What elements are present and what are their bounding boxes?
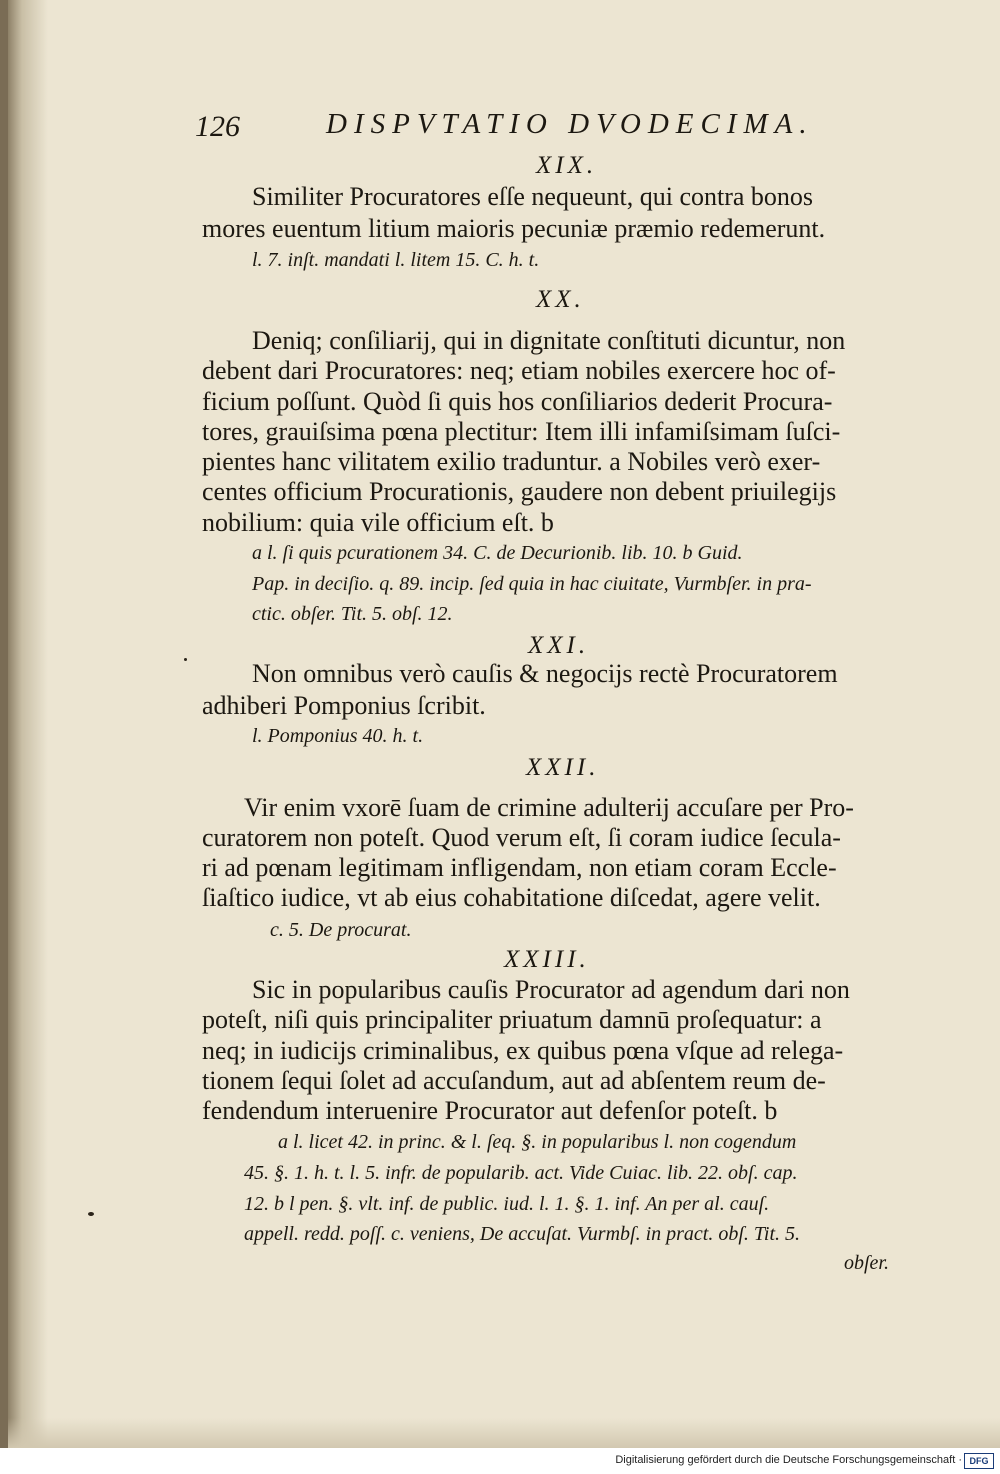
- citation-line: a l. ſi quis pcurationem 34. C. de Decurionib. lib. 10. b Guid.: [252, 542, 743, 564]
- page-bottom-shadow: [8, 1418, 1000, 1448]
- text-line: ſiaſtico iudice, vt ab eius cohabitatione diſcedat, agere velit.: [202, 883, 821, 912]
- running-head: DISPVTATIO DVODECIMA.: [326, 108, 814, 140]
- citation-line: 12. b l pen. §. vlt. inf. de public. iud. l. 1. §. 1. inf. An per al. cauſ.: [244, 1193, 770, 1215]
- citation-line: ctic. obſer. Tit. 5. obſ. 12.: [252, 603, 453, 625]
- text-line: tores, grauiſsima pœna plectitur: Item illi infamiſsimam ſuſci-: [202, 417, 841, 446]
- text-line: Vir enim vxorē ſuam de crimine adulterij accuſare per Pro-: [244, 793, 854, 822]
- citation-line: obſer.: [844, 1252, 889, 1274]
- footer-credit: Digitalisierung gefördert durch die Deutsche Forschungsgemeinschaft ·: [615, 1454, 962, 1466]
- text-line: ri ad pœnam legitimam infligendam, non etiam coram Eccle-: [202, 853, 837, 882]
- text-line: centes officium Procurationis, gaudere non debent priuilegijs: [202, 477, 837, 506]
- text-line: ficium poſſunt. Quòd ſi quis hos conſiliarios dederit Procura-: [202, 387, 833, 416]
- book-page: [8, 0, 1000, 1448]
- text-line: tionem ſequi ſolet ad accuſandum, aut ad abſentem reum de-: [202, 1066, 826, 1095]
- text-line: Sic in popularibus cauſis Procurator ad agendum dari non: [252, 975, 850, 1004]
- digitization-footer: [0, 1448, 1000, 1474]
- section-number-xix: XIX.: [536, 152, 598, 179]
- text-line: Non omnibus verò cauſis & negocijs rectè Procuratorem: [252, 659, 838, 688]
- citation-line: l. Pomponius 40. h. t.: [252, 725, 424, 747]
- citation-line: appell. redd. poſſ. c. veniens, De accuſat. Vurmbſ. in pract. obſ. Tit. 5.: [244, 1223, 801, 1245]
- page-number: 126: [195, 110, 240, 143]
- section-number-xxi: XXI.: [528, 632, 590, 659]
- text-line: mores euentum litium maioris pecuniæ præmio redemerunt.: [202, 214, 826, 243]
- page-gutter-shadow: [8, 0, 48, 1448]
- text-line: curatorem non poteſt. Quod verum eſt, ſi coram iudice ſecula-: [202, 823, 841, 852]
- section-number-xxii: XXII.: [526, 754, 600, 781]
- citation-line: l. 7. inſt. mandati l. litem 15. C. h. t.: [252, 249, 540, 271]
- ink-speck: [88, 1212, 94, 1216]
- ink-speck: [184, 658, 187, 661]
- text-line: Deniq; conſiliarij, qui in dignitate conſtituti dicuntur, non: [252, 326, 846, 355]
- text-line: fendendum interuenire Procurator aut defenſor poteſt. b: [202, 1096, 778, 1125]
- text-line: adhiberi Pomponius ſcribit.: [202, 691, 486, 720]
- section-number-xxiii: XXIII.: [504, 946, 590, 973]
- text-line: nobilium: quia vile officium eſt. b: [202, 508, 554, 537]
- text-line: pientes hanc vilitatem exilio traduntur. a Nobiles verò exer-: [202, 447, 821, 476]
- citation-line: Pap. in deciſio. q. 89. incip. ſed quia in hac ciuitate, Vurmbſer. in pra-: [252, 573, 812, 595]
- text-line: neq; in iudicijs criminalibus, ex quibus pœna vſque ad relega-: [202, 1036, 844, 1065]
- text-line: debent dari Procuratores: neq; etiam nobiles exercere hoc of-: [202, 356, 836, 385]
- dfg-logo[interactable]: DFG: [964, 1453, 994, 1469]
- citation-line: a l. licet 42. in princ. & l. ſeq. §. in popularibus l. non cogendum: [278, 1131, 797, 1153]
- section-number-xx: XX.: [536, 286, 585, 313]
- citation-line: c. 5. De procurat.: [270, 919, 412, 941]
- text-line: poteſt, niſi quis principaliter priuatum damnū proſequatur: a: [202, 1005, 822, 1034]
- text-line: Similiter Procuratores eſſe nequeunt, qui contra bonos: [252, 182, 814, 211]
- citation-line: 45. §. 1. h. t. l. 5. infr. de popularib. act. Vide Cuiac. lib. 22. obſ. cap.: [244, 1162, 798, 1184]
